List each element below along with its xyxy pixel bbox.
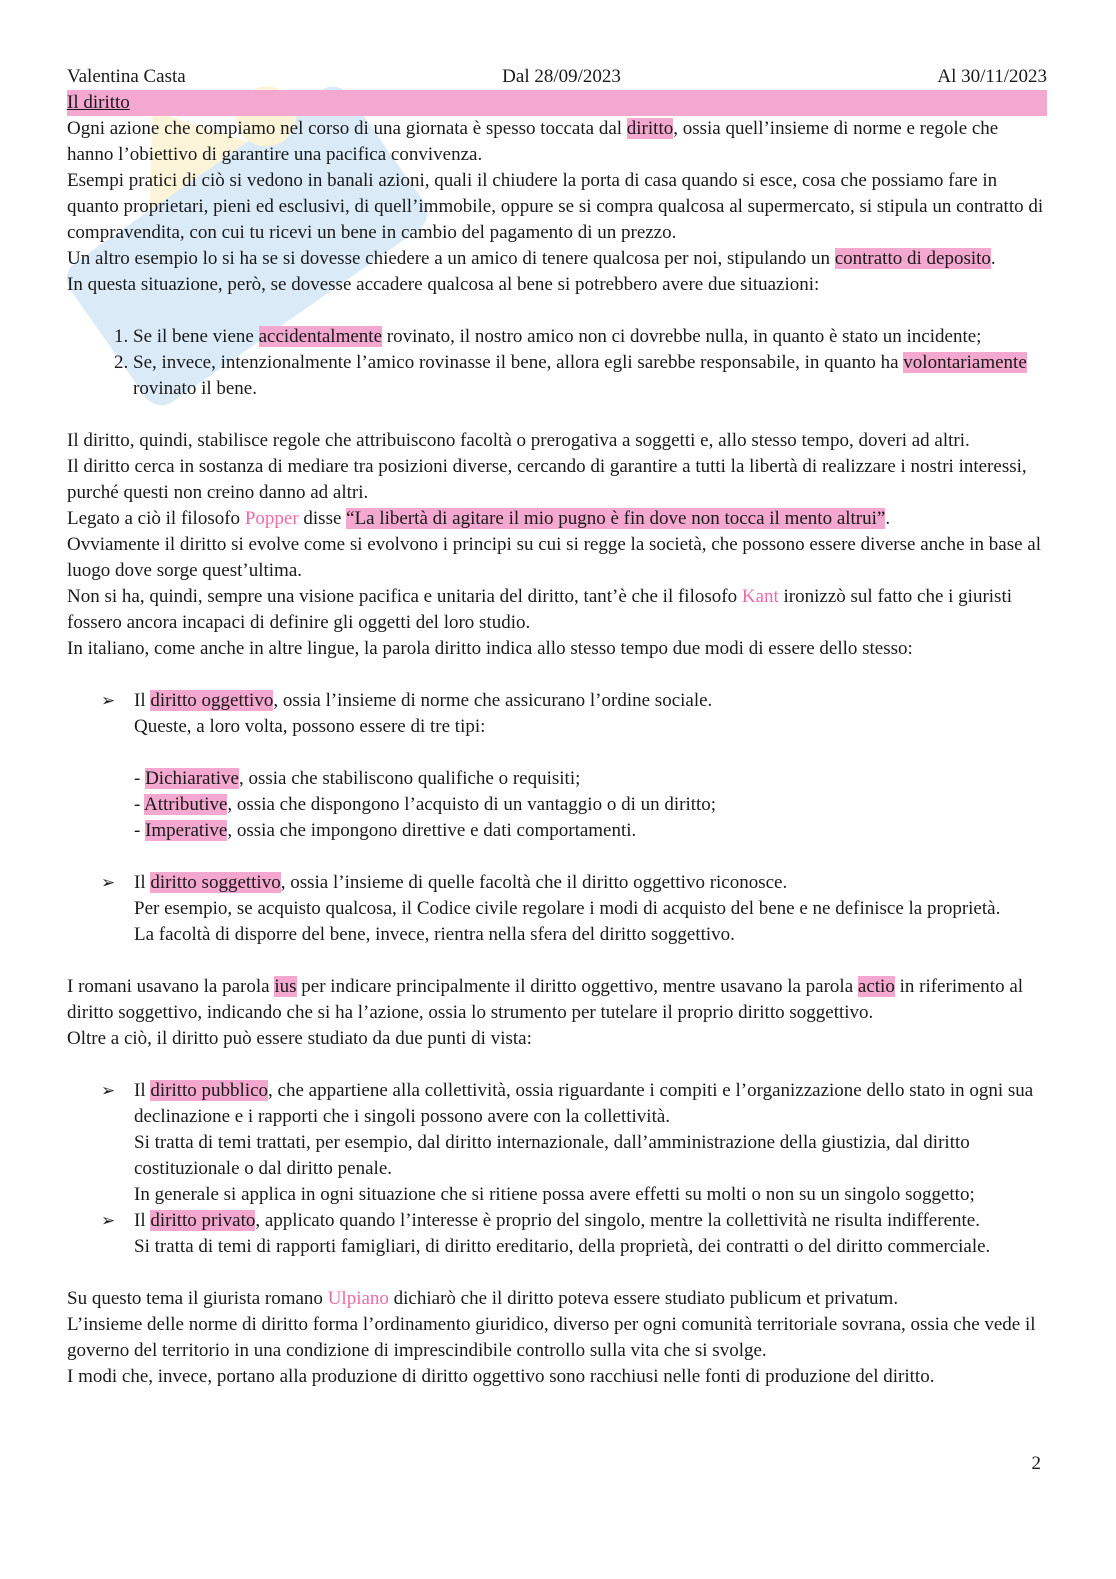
arrow-list-item: ➢ Il diritto pubblico, che appartiene alla collettività, ossia riguardante i compiti e l’organizzazione dello stato in ogni sua declinazione e i rapporti che i singoli possono avere con la collettività. Si tratta di temi trattati, per esempio, dal diritto internazionale, dall’amministrazione della giustizia, dal diritto costituzionale o dal diritto penale. In generale si applica in ogni situazione che si ritiene possa avere effetti su molti o non su un singolo soggetto;: [101, 1080, 1034, 1205]
highlight: ius: [274, 976, 297, 997]
page-number: 2: [1031, 1453, 1041, 1474]
highlight: diritto privato: [150, 1210, 256, 1231]
arrow-list-item: ➢ Il diritto privato, applicato quando l’interesse è proprio del singolo, mentre la collettività ne risulta indifferente. Si tratta di temi di rapporti famigliari, di diritto ereditario, della proprietà, dei contratti o del diritto commerciale.: [101, 1210, 991, 1257]
header-date-to: Al 30/11/2023: [937, 66, 1047, 87]
highlight: actio: [857, 976, 895, 997]
list-item: 1. Se il bene viene accidentalmente rovinato, il nostro amico non ci dovrebbe nulla, in quanto è stato un incidente;: [133, 324, 1047, 350]
paragraph: Legato a ciò il filosofo Popper disse “La libertà di agitare il mio pugno è fin dove non tocca il mento altrui”.: [67, 508, 891, 529]
philosopher-name: Popper: [244, 508, 299, 529]
header-author: Valentina Casta: [67, 66, 186, 87]
paragraph: Ovviamente il diritto si evolve come si evolvono i principi su cui si regge la società, che possono essere diverse anche in base al luogo dove sorge quest’ultima.: [67, 534, 1042, 581]
philosopher-name: Kant: [741, 586, 779, 607]
section-title: Il diritto: [67, 92, 130, 113]
highlight: diritto pubblico: [150, 1080, 269, 1101]
paragraph: L’insieme delle norme di diritto forma l’ordinamento giuridico, diverso per ogni comunità territoriale sovrana, ossia che vede il governo del territorio in una condizione di imprescindibile controllo sulla vita che si svolge.: [67, 1314, 1036, 1361]
arrow-list-item: ➢ Il diritto soggettivo, ossia l’insieme di quelle facoltà che il diritto oggettivo riconosce. Per esempio, se acquisto qualcosa, il Codice civile regolare i modi di acquisto del bene e ne definisce la proprietà. La facoltà di disporre del bene, invece, rientra nella sfera del diritto soggettivo.: [101, 872, 1001, 945]
arrow-bullet-icon: ➢: [101, 1081, 116, 1101]
document-page: [67, 64, 1047, 1390]
jurist-name: Ulpiano: [327, 1288, 389, 1309]
highlight: diritto soggettivo: [150, 872, 281, 893]
highlight: accidentalmente: [258, 326, 383, 347]
paragraph: Un altro esempio lo si ha se si dovesse chiedere a un amico di tenere qualcosa per noi, stipulando un contratto di deposito.: [67, 248, 996, 269]
paragraph: Il diritto, quindi, stabilisce regole che attribuiscono facoltà o prerogativa a soggetti e, allo stesso tempo, doveri ad altri.: [67, 430, 970, 451]
section-title-bar: [67, 90, 1047, 116]
highlight: contratto di deposito: [834, 248, 991, 269]
paragraph: Esempi pratici di ciò si vedono in banali azioni, quali il chiudere la porta di casa quando si esce, cosa che possiamo fare in quanto proprietari, pieni ed esclusivi, di quell’immobile, oppure se si compra qualcosa al supermercato, si stipula un contratto di compravendita, con cui tu ricevi un bene in cambio del pagamento di un prezzo.: [67, 170, 1044, 243]
paragraph: In questa situazione, però, se dovesse accadere qualcosa al bene si potrebbero avere due situazioni:: [67, 274, 820, 295]
paragraph: In italiano, come anche in altre lingue, la parola diritto indica allo stesso tempo due modi di essere dello stesso:: [67, 638, 913, 659]
numbered-list: [67, 324, 1047, 402]
arrow-bullet-icon: ➢: [101, 691, 116, 711]
arrow-bullet-icon: ➢: [101, 1211, 116, 1231]
paragraph: I romani usavano la parola ius per indicare principalmente il diritto oggettivo, mentre usavano la parola actio in riferimento al diritto soggettivo, indicando che si ha l’azione, ossia lo strumento per tutelare il proprio diritto soggettivo.: [67, 976, 1024, 1023]
arrow-bullet-icon: ➢: [101, 873, 116, 893]
page-header: [67, 64, 1047, 90]
arrow-list-item: ➢ Il diritto oggettivo, ossia l’insieme di norme che assicurano l’ordine sociale. Queste, a loro volta, possono essere di tre tipi: - Dichiarative, ossia che stabiliscono qualifiche o requisiti; - Attributive, ossia che dispongono l’acquisto di un vantaggio o di un diritto; - Imperative, ossia che impongono direttive e dati comportamenti.: [101, 690, 717, 841]
highlight: volontariamente: [903, 352, 1027, 373]
paragraph: Non si ha, quindi, sempre una visione pacifica e unitaria del diritto, tant’è che il filosofo Kant ironizzò sul fatto che i giuristi fossero ancora incapaci di definire gli oggetti del loro studio.: [67, 586, 1013, 633]
list-item: 2. Se, invece, intenzionalmente l’amico rovinasse il bene, allora egli sarebbe responsabile, in quanto ha volontariamente rovinato il bene.: [133, 350, 1047, 402]
paragraph: Il diritto cerca in sostanza di mediare tra posizioni diverse, cercando di garantire a tutti la libertà di realizzare i nostri interessi, purché questi non creino danno ad altri.: [67, 456, 1027, 503]
paragraph: Ogni azione che compiamo nel corso di una giornata è spesso toccata dal diritto, ossia quell’insieme di norme e regole che hanno l’obiettivo di garantire una pacifica convivenza.: [67, 118, 999, 165]
paragraph: Oltre a ciò, il diritto può essere studiato da due punti di vista:: [67, 1028, 532, 1049]
paragraph: I modi che, invece, portano alla produzione di diritto oggettivo sono racchiusi nelle fonti di produzione del diritto.: [67, 1366, 935, 1387]
highlight: diritto oggettivo: [150, 690, 274, 711]
paragraph: Su questo tema il giurista romano Ulpiano dichiarò che il diritto poteva essere studiato publicum et privatum.: [67, 1288, 899, 1309]
highlight: Dichiarative: [145, 768, 239, 789]
highlight: Imperative: [145, 820, 228, 841]
highlight: Attributive: [144, 794, 228, 815]
header-date-from: Dal 28/09/2023: [502, 66, 621, 87]
highlight: diritto: [626, 118, 674, 139]
quote-highlight: “La libertà di agitare il mio pugno è fin dove non tocca il mento altrui”: [346, 508, 886, 529]
